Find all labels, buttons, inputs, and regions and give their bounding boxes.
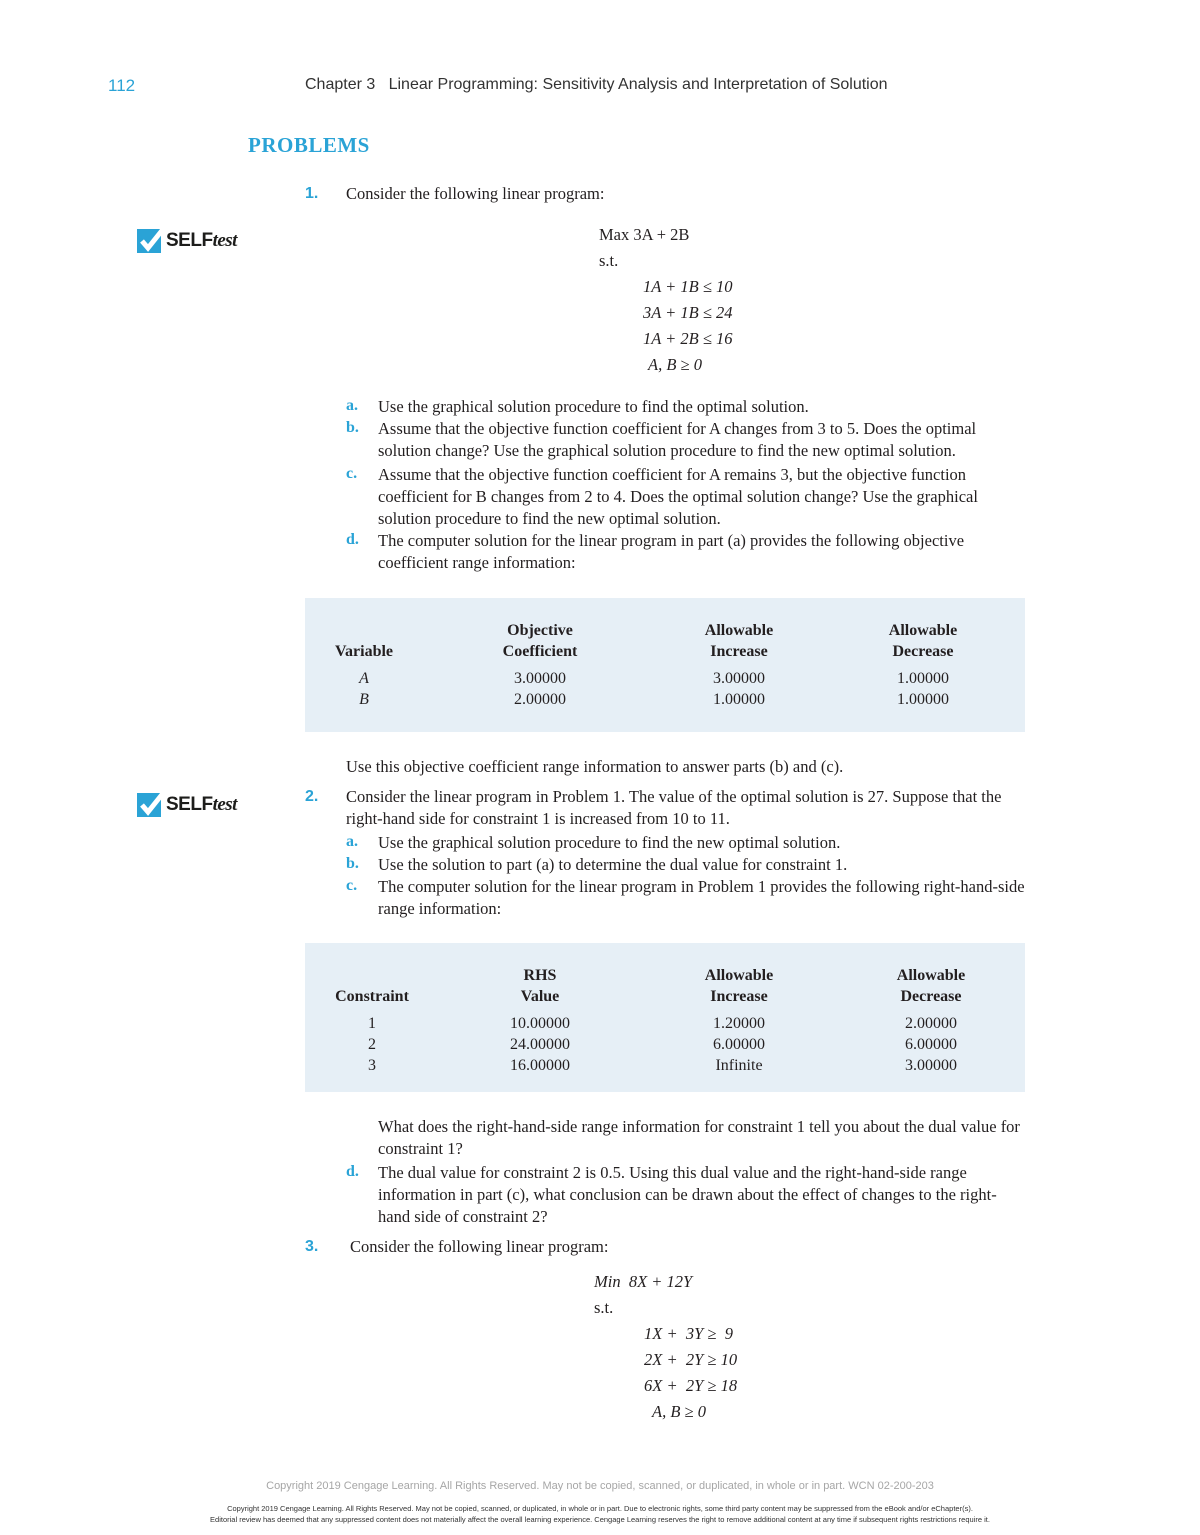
part-text: Use the graphical solution procedure to find the new optimal solution. bbox=[378, 833, 841, 852]
table-cell: A bbox=[359, 670, 369, 687]
part-text: The dual value for constraint 2 is 0.5. Using this dual value and the right-hand-side range information in part (c), what conclusion can be drawn about the effect of changes to the right-hand side of constraint 2? bbox=[378, 1163, 997, 1226]
constraint-1: 1X + 3Y ≥ 9 bbox=[644, 1324, 733, 1343]
page-number: 112 bbox=[108, 76, 136, 95]
table-cell: 1.00000 bbox=[897, 670, 949, 687]
constraint-3: 1A + 2B ≤ 16 bbox=[643, 329, 733, 348]
nonneg-constraint: A, B ≥ 0 bbox=[648, 355, 702, 374]
rights-line: Editorial review has deemed that any suppressed content does not materially affect the overall learning experience. Cengage Learning reserves the right to remove additional content at any time if subsequent rights restrictions require it. bbox=[210, 1515, 990, 1524]
table-cell: 10.00000 bbox=[510, 1015, 570, 1032]
table-cell: 6.00000 bbox=[905, 1036, 957, 1053]
nonneg-constraint: A, B ≥ 0 bbox=[652, 1402, 706, 1421]
table-cell: 3.00000 bbox=[713, 670, 765, 687]
table-cell: 2 bbox=[368, 1036, 376, 1053]
table-header-row bbox=[305, 620, 1025, 662]
table-cell: 1.20000 bbox=[713, 1015, 765, 1032]
table-cell: 1 bbox=[368, 1015, 376, 1032]
table-cell: 1.00000 bbox=[713, 691, 765, 708]
table-row bbox=[305, 1034, 1025, 1055]
table-cell: Infinite bbox=[715, 1057, 763, 1074]
objective-line: Max 3A + 2B bbox=[599, 225, 690, 244]
selftest-word: SELFtest bbox=[166, 230, 237, 251]
column-header: Objective Coefficient bbox=[502, 622, 578, 660]
table-cell: 3 bbox=[368, 1057, 376, 1074]
part-letter: d. bbox=[346, 531, 359, 548]
part-text: Assume that the objective function coefficient for A changes from 3 to 5. Does the optimal solution change? Use the graphical solution procedure to find the new optimal solution. bbox=[378, 419, 977, 460]
table-cell: B bbox=[359, 691, 369, 708]
constraint-1: 1A + 1B ≤ 10 bbox=[643, 277, 733, 296]
part-text: Use the solution to part (a) to determine the dual value for constraint 1. bbox=[378, 855, 848, 874]
table-cell: 3.00000 bbox=[905, 1057, 957, 1074]
selftest-logo bbox=[136, 790, 237, 820]
part-text: The computer solution for the linear program in part (a) provides the following objective coefficient range information: bbox=[378, 531, 965, 572]
column-header: Allowable Increase bbox=[704, 622, 774, 660]
copyright-footer: Copyright 2019 Cengage Learning. All Rights Reserved. May not be copied, scanned, or duplicated, in whole or in part. WCN 02-200-203 bbox=[266, 1480, 934, 1492]
column-header: Constraint bbox=[335, 988, 409, 1005]
table-cell: 24.00000 bbox=[510, 1036, 570, 1053]
problem-intro: Consider the following linear program: bbox=[346, 184, 605, 203]
constraint-2: 2X + 2Y ≥ 10 bbox=[644, 1350, 738, 1369]
table-cell: 2.00000 bbox=[905, 1015, 957, 1032]
problem-number: 3. bbox=[305, 1238, 319, 1255]
table-cell: 16.00000 bbox=[510, 1057, 570, 1074]
problem-note: Use this objective coefficient range information to answer parts (b) and (c). bbox=[346, 757, 844, 776]
table-cell: 6.00000 bbox=[713, 1036, 765, 1053]
part-letter: b. bbox=[346, 419, 359, 436]
constraint-2: 3A + 1B ≤ 24 bbox=[643, 303, 733, 322]
column-header: Allowable Decrease bbox=[896, 967, 966, 1005]
objective-range-table bbox=[305, 598, 1025, 732]
table-row bbox=[305, 1013, 1025, 1034]
table-row bbox=[305, 1055, 1025, 1076]
table-cell: 2.00000 bbox=[514, 691, 566, 708]
column-header: Allowable Increase bbox=[704, 967, 774, 1005]
running-header: Chapter 3 Linear Programming: Sensitivity Analysis and Interpretation of Solution bbox=[305, 76, 888, 93]
selftest-word: SELFtest bbox=[166, 794, 237, 815]
part-text: Use the graphical solution procedure to find the optimal solution. bbox=[378, 397, 809, 416]
st-label: s.t. bbox=[599, 251, 619, 270]
checkmark-icon bbox=[136, 226, 166, 256]
table-row bbox=[305, 668, 1025, 689]
table-row bbox=[305, 689, 1025, 710]
part-text: The computer solution for the linear program in Problem 1 provides the following right-hand-side range information: bbox=[378, 877, 1025, 918]
rhs-range-table bbox=[305, 943, 1025, 1092]
selftest-logo bbox=[136, 226, 237, 256]
problem-intro: Consider the linear program in Problem 1. The value of the optimal solution is 27. Suppose that the right-hand side for constraint 1 is increased from 10 to 11. bbox=[346, 787, 1002, 828]
problem-intro: Consider the following linear program: bbox=[350, 1237, 609, 1256]
section-heading: PROBLEMS bbox=[248, 133, 370, 157]
table-cell: 3.00000 bbox=[514, 670, 566, 687]
part-letter: c. bbox=[346, 877, 358, 894]
part-letter: b. bbox=[346, 855, 359, 872]
problem-number: 2. bbox=[305, 788, 319, 805]
rights-footer bbox=[0, 1503, 1200, 1525]
column-header: Variable bbox=[334, 643, 394, 660]
part-letter: a. bbox=[346, 397, 358, 414]
constraint-3: 6X + 2Y ≥ 18 bbox=[644, 1376, 738, 1395]
checkmark-icon bbox=[136, 790, 166, 820]
table-cell: 1.00000 bbox=[897, 691, 949, 708]
part-letter: c. bbox=[346, 465, 358, 482]
column-header: RHS Value bbox=[520, 967, 560, 1005]
problem-number: 1. bbox=[305, 185, 319, 202]
rights-line: Copyright 2019 Cengage Learning. All Rights Reserved. May not be copied, scanned, or duplicated, in whole or in part. Due to electronic rights, some third party content may be suppressed from the eBook and/or eChapter(s). bbox=[227, 1504, 973, 1513]
part-text: What does the right-hand-side range information for constraint 1 tell you about the dual value for constraint 1? bbox=[378, 1117, 1020, 1158]
part-text: Assume that the objective function coefficient for A remains 3, but the objective function coefficient for B changes from 2 to 4. Does the optimal solution change? Use the graphical solution procedure to find the new optimal solution. bbox=[378, 465, 978, 528]
column-header: Allowable Decrease bbox=[888, 622, 958, 660]
st-label: s.t. bbox=[594, 1298, 614, 1317]
part-letter: d. bbox=[346, 1163, 359, 1180]
table-header-row bbox=[305, 965, 1025, 1007]
part-letter: a. bbox=[346, 833, 358, 850]
objective-line: Min 8X + 12Y bbox=[594, 1272, 693, 1291]
